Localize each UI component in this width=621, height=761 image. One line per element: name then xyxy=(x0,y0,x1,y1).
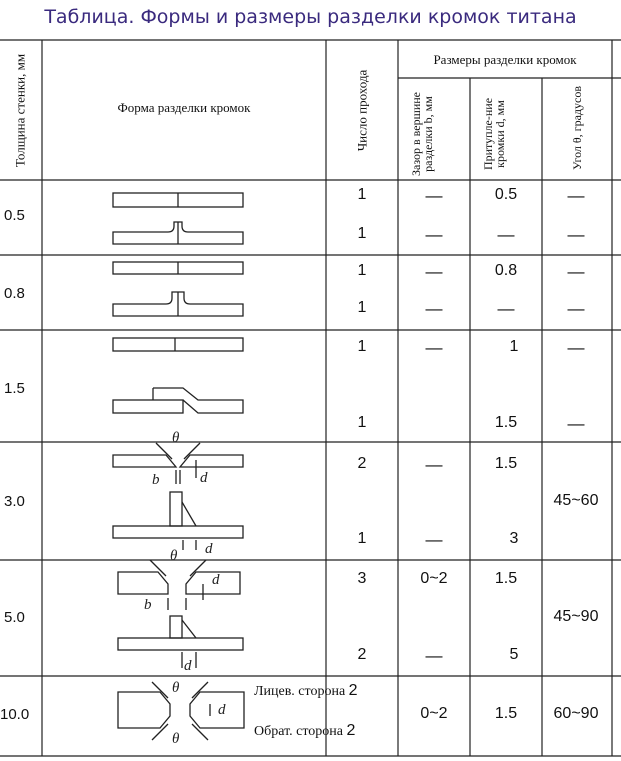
passes-1-1: 1 xyxy=(357,299,367,316)
t-joint-drawing-2 xyxy=(118,616,243,668)
gap-3-0: — xyxy=(425,455,443,474)
blunt-5-0: 1.5 xyxy=(494,705,518,722)
gap-4-1: — xyxy=(425,646,443,665)
angle-5-0: 60~90 xyxy=(553,705,599,722)
header-blunt: Притупле-ние кромки d, мм xyxy=(481,97,507,171)
blunt-0-0: 0.5 xyxy=(494,186,518,203)
flange-joint-drawing-2 xyxy=(113,292,243,316)
angle-4-0: 45~90 xyxy=(553,608,599,625)
d-label-1: d xyxy=(200,470,208,486)
header-sizes-group: Размеры разделки кромок xyxy=(433,52,577,67)
gap-2-0: — xyxy=(425,338,443,357)
butt-joint-drawing-1 xyxy=(113,193,243,207)
page-title: Таблица. Формы и размеры разделки кромок титана xyxy=(44,6,577,28)
thickness-4: 5.0 xyxy=(4,609,25,626)
gap-4-0: 0~2 xyxy=(420,570,448,587)
header-gap: Зазор в вершине разделки b, мм xyxy=(409,92,435,177)
gap-3-1: — xyxy=(425,530,443,549)
angle-0-1: — xyxy=(567,225,585,244)
header-form: Форма разделки кромок xyxy=(117,100,251,115)
angle-1-0: — xyxy=(567,262,585,281)
thickness-5: 10.0 xyxy=(0,706,30,723)
gap-1-0: — xyxy=(425,262,443,281)
lap-joint-drawing xyxy=(113,388,243,413)
side-label-face: Лицев. сторона 2 xyxy=(254,682,358,699)
passes-3-0: 2 xyxy=(357,455,367,472)
passes-1-0: 1 xyxy=(357,262,367,279)
blunt-1-0: 0.8 xyxy=(494,262,518,279)
theta-label-4: θ xyxy=(172,731,180,747)
blunt-0-1: — xyxy=(497,225,515,244)
passes-0-0: 1 xyxy=(357,186,367,203)
d-label-4: d xyxy=(184,658,192,674)
y-groove-drawing xyxy=(118,560,240,610)
angle-0-0: — xyxy=(567,186,585,205)
b-label-2: b xyxy=(144,597,152,613)
d-label-5: d xyxy=(218,702,226,718)
thickness-3: 3.0 xyxy=(4,493,25,510)
passes-2-1: 1 xyxy=(357,414,367,431)
butt-joint-drawing-3 xyxy=(113,338,243,351)
theta-label-3: θ xyxy=(172,680,180,696)
blunt-2-0: 1 xyxy=(509,338,519,355)
passes-0-1: 1 xyxy=(357,225,367,242)
theta-label-2: θ xyxy=(170,548,178,564)
theta-label-1: θ xyxy=(172,430,180,446)
d-label-2: d xyxy=(205,541,213,557)
angle-1-1: — xyxy=(567,299,585,318)
d-label-3: d xyxy=(212,572,220,588)
passes-4-1: 2 xyxy=(357,646,367,663)
header-angle: Угол θ, градусов xyxy=(570,86,584,170)
passes-4-0: 3 xyxy=(357,570,367,587)
header-thickness: Толщина стенки, мм xyxy=(12,53,28,168)
thickness-1: 0.8 xyxy=(4,285,25,302)
v-groove-drawing-1 xyxy=(113,443,243,484)
blunt-3-0: 1.5 xyxy=(494,455,518,472)
passes-3-1: 1 xyxy=(357,530,367,547)
blunt-3-1: 3 xyxy=(509,530,519,547)
thickness-0: 0.5 xyxy=(4,207,25,224)
side-label-back: Обрат. сторона 2 xyxy=(254,722,356,739)
butt-joint-drawing-2 xyxy=(113,262,243,274)
header-passes: Число прохода xyxy=(354,69,370,152)
angle-2-1: — xyxy=(567,414,585,433)
gap-5-0: 0~2 xyxy=(420,705,448,722)
angle-3-0: 45~60 xyxy=(553,492,599,509)
blunt-4-0: 1.5 xyxy=(494,570,518,587)
angle-2-0: — xyxy=(567,338,585,357)
passes-2-0: 1 xyxy=(357,338,367,355)
gap-0-0: — xyxy=(425,186,443,205)
blunt-2-1: 1.5 xyxy=(494,414,518,431)
gap-1-1: — xyxy=(425,299,443,318)
b-label-1: b xyxy=(152,472,160,488)
t-joint-drawing-1 xyxy=(113,492,243,550)
gap-0-1: — xyxy=(425,225,443,244)
flange-joint-drawing-1 xyxy=(113,222,243,244)
blunt-4-1: 5 xyxy=(509,646,519,663)
thickness-2: 1.5 xyxy=(4,380,25,397)
blunt-1-1: — xyxy=(497,299,515,318)
